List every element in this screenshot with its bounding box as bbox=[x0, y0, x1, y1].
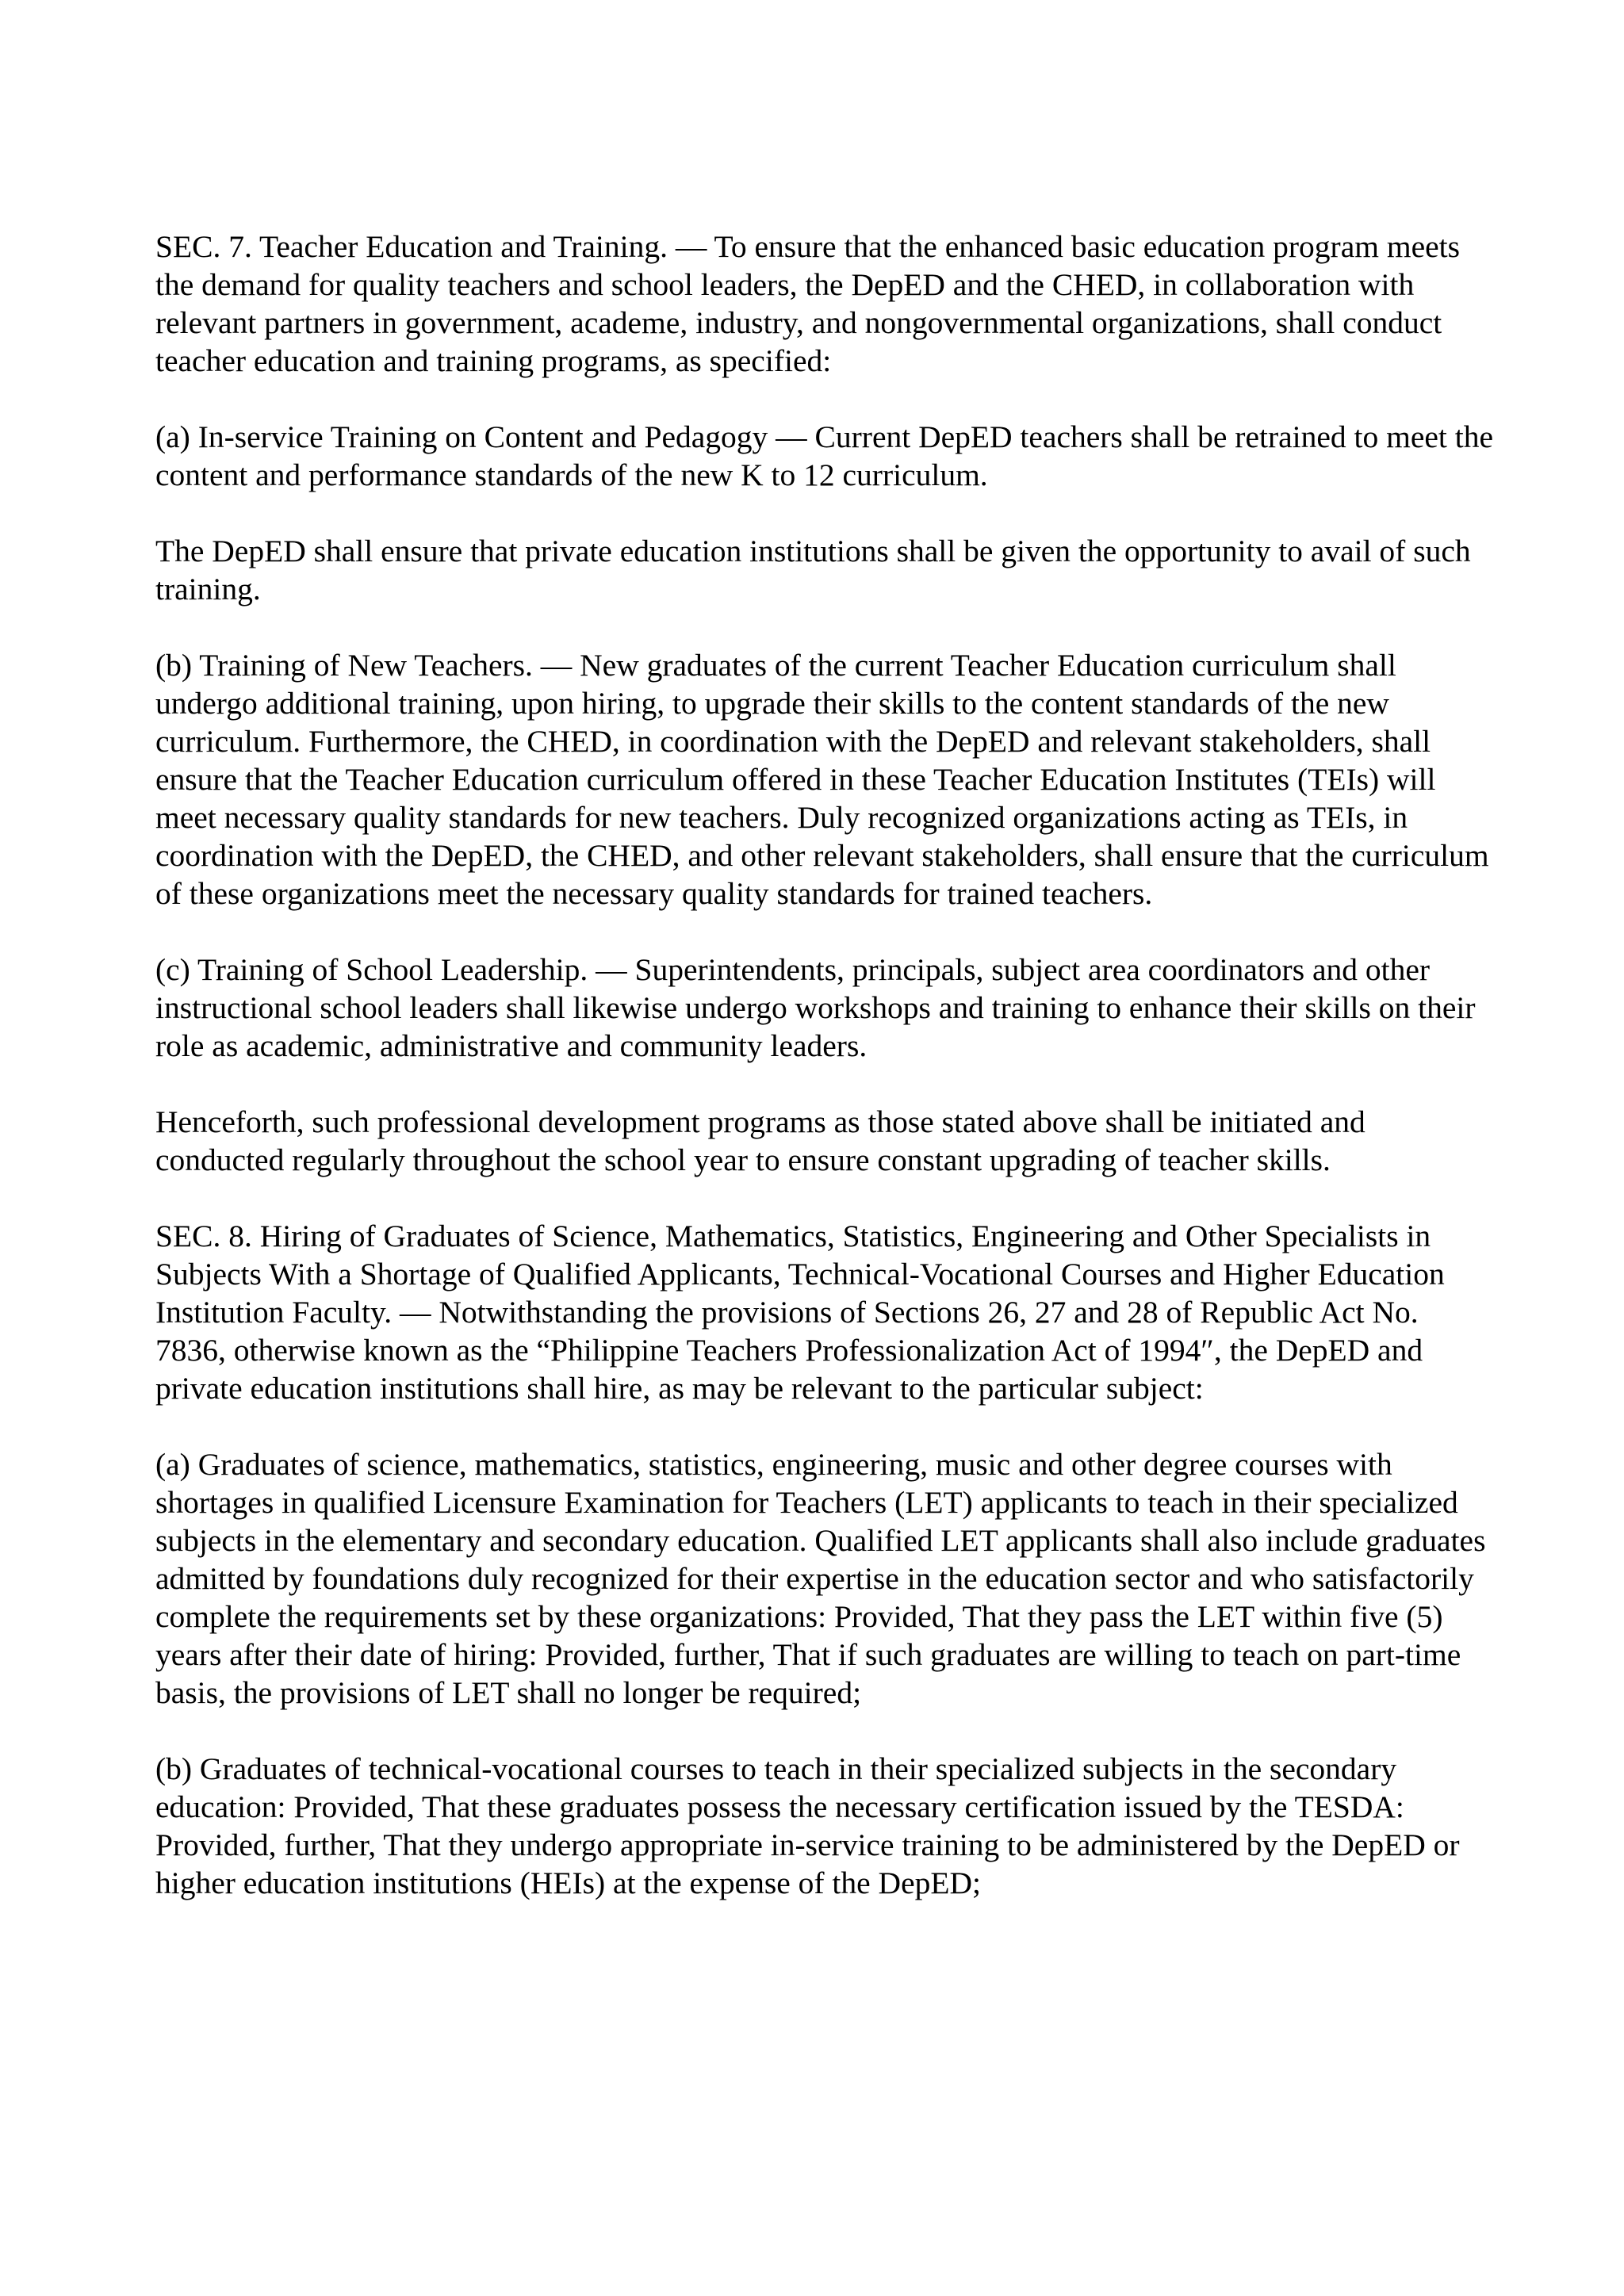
sec7-item-b-paragraph: (b) Training of New Teachers. — New graduates of the current Teacher Education curriculum shall undergo additional training, upon hiring, to upgrade their skills to the content standards of the new curriculum. Furthermore, the CHED, in coordination with the DepED and relevant stakeholders, shall ensure that the Teacher Education curriculum offered in these Teacher Education Institutes (TEIs) will meet necessary quality standards for new teachers. Duly recognized organizations acting as TEIs, in coordination with the DepED, the CHED, and other relevant stakeholders, shall ensure that the curriculum of these organizations meet the necessary quality standards for trained teachers. bbox=[155, 648, 1489, 911]
sec7-henceforth-paragraph: Henceforth, such professional development programs as those stated above shall be initiated and conducted regularly throughout the school year to ensure constant upgrading of teacher skills. bbox=[155, 1104, 1365, 1177]
sec8-heading-paragraph: SEC. 8. Hiring of Graduates of Science, Mathematics, Statistics, Engineering and Other Specialists in Subjects With a Shortage of Qualified Applicants, Technical-Vocational Courses and Higher Education Institution Faculty. — Notwithstanding the provisions of Sections 26, 27 and 28 of Republic Act No. 7836, otherwise known as the “Philippine Teachers Professionalization Act of 1994″, the DepED and private education institutions shall hire, as may be relevant to the particular subject: bbox=[155, 1219, 1445, 1406]
sec7-item-a-paragraph: (a) In-service Training on Content and Pedagogy — Current DepED teachers shall be retrained to meet the content and performance standards of the new K to 12 curriculum. bbox=[155, 419, 1494, 492]
sec8-item-a-paragraph: (a) Graduates of science, mathematics, statistics, engineering, music and other degree courses with shortages in qualified Licensure Examination for Teachers (LET) applicants to teach in their specialized subjects in the elementary and secondary education. Qualified LET applicants shall also include graduates admitted by foundations duly recognized for their expertise in the education sector and who satisfactorily complete the requirements set by these organizations: Provided, That they pass the LET within five (5) years after their date of hiring: Provided, further, That if such graduates are willing to teach on part-time basis, the provisions of LET shall no longer be required; bbox=[155, 1447, 1486, 1710]
sec7-private-institutions-paragraph: The DepED shall ensure that private education institutions shall be given the opportunity to avail of such training. bbox=[155, 534, 1471, 607]
sec8-item-b-paragraph: (b) Graduates of technical-vocational courses to teach in their specialized subjects in the secondary education: Provided, That these graduates possess the necessary certification issued by the TESDA: Provided, further, That they undergo appropriate in-service training to be administered by the DepED or higher education institutions (HEIs) at the expense of the DepED; bbox=[155, 1751, 1460, 1900]
sec7-item-c-paragraph: (c) Training of School Leadership. — Superintendents, principals, subject area coordinators and other instructional school leaders shall likewise undergo workshops and training to enhance their skills on their role as academic, administrative and community leaders. bbox=[155, 952, 1476, 1063]
sec7-heading-paragraph: SEC. 7. Teacher Education and Training. — To ensure that the enhanced basic education program meets the demand for quality teachers and school leaders, the DepED and the CHED, in collaboration with relevant partners in government, academe, industry, and nongovernmental organizations, shall conduct teacher education and training programs, as specified: bbox=[155, 229, 1460, 378]
document-page bbox=[155, 228, 1496, 1902]
